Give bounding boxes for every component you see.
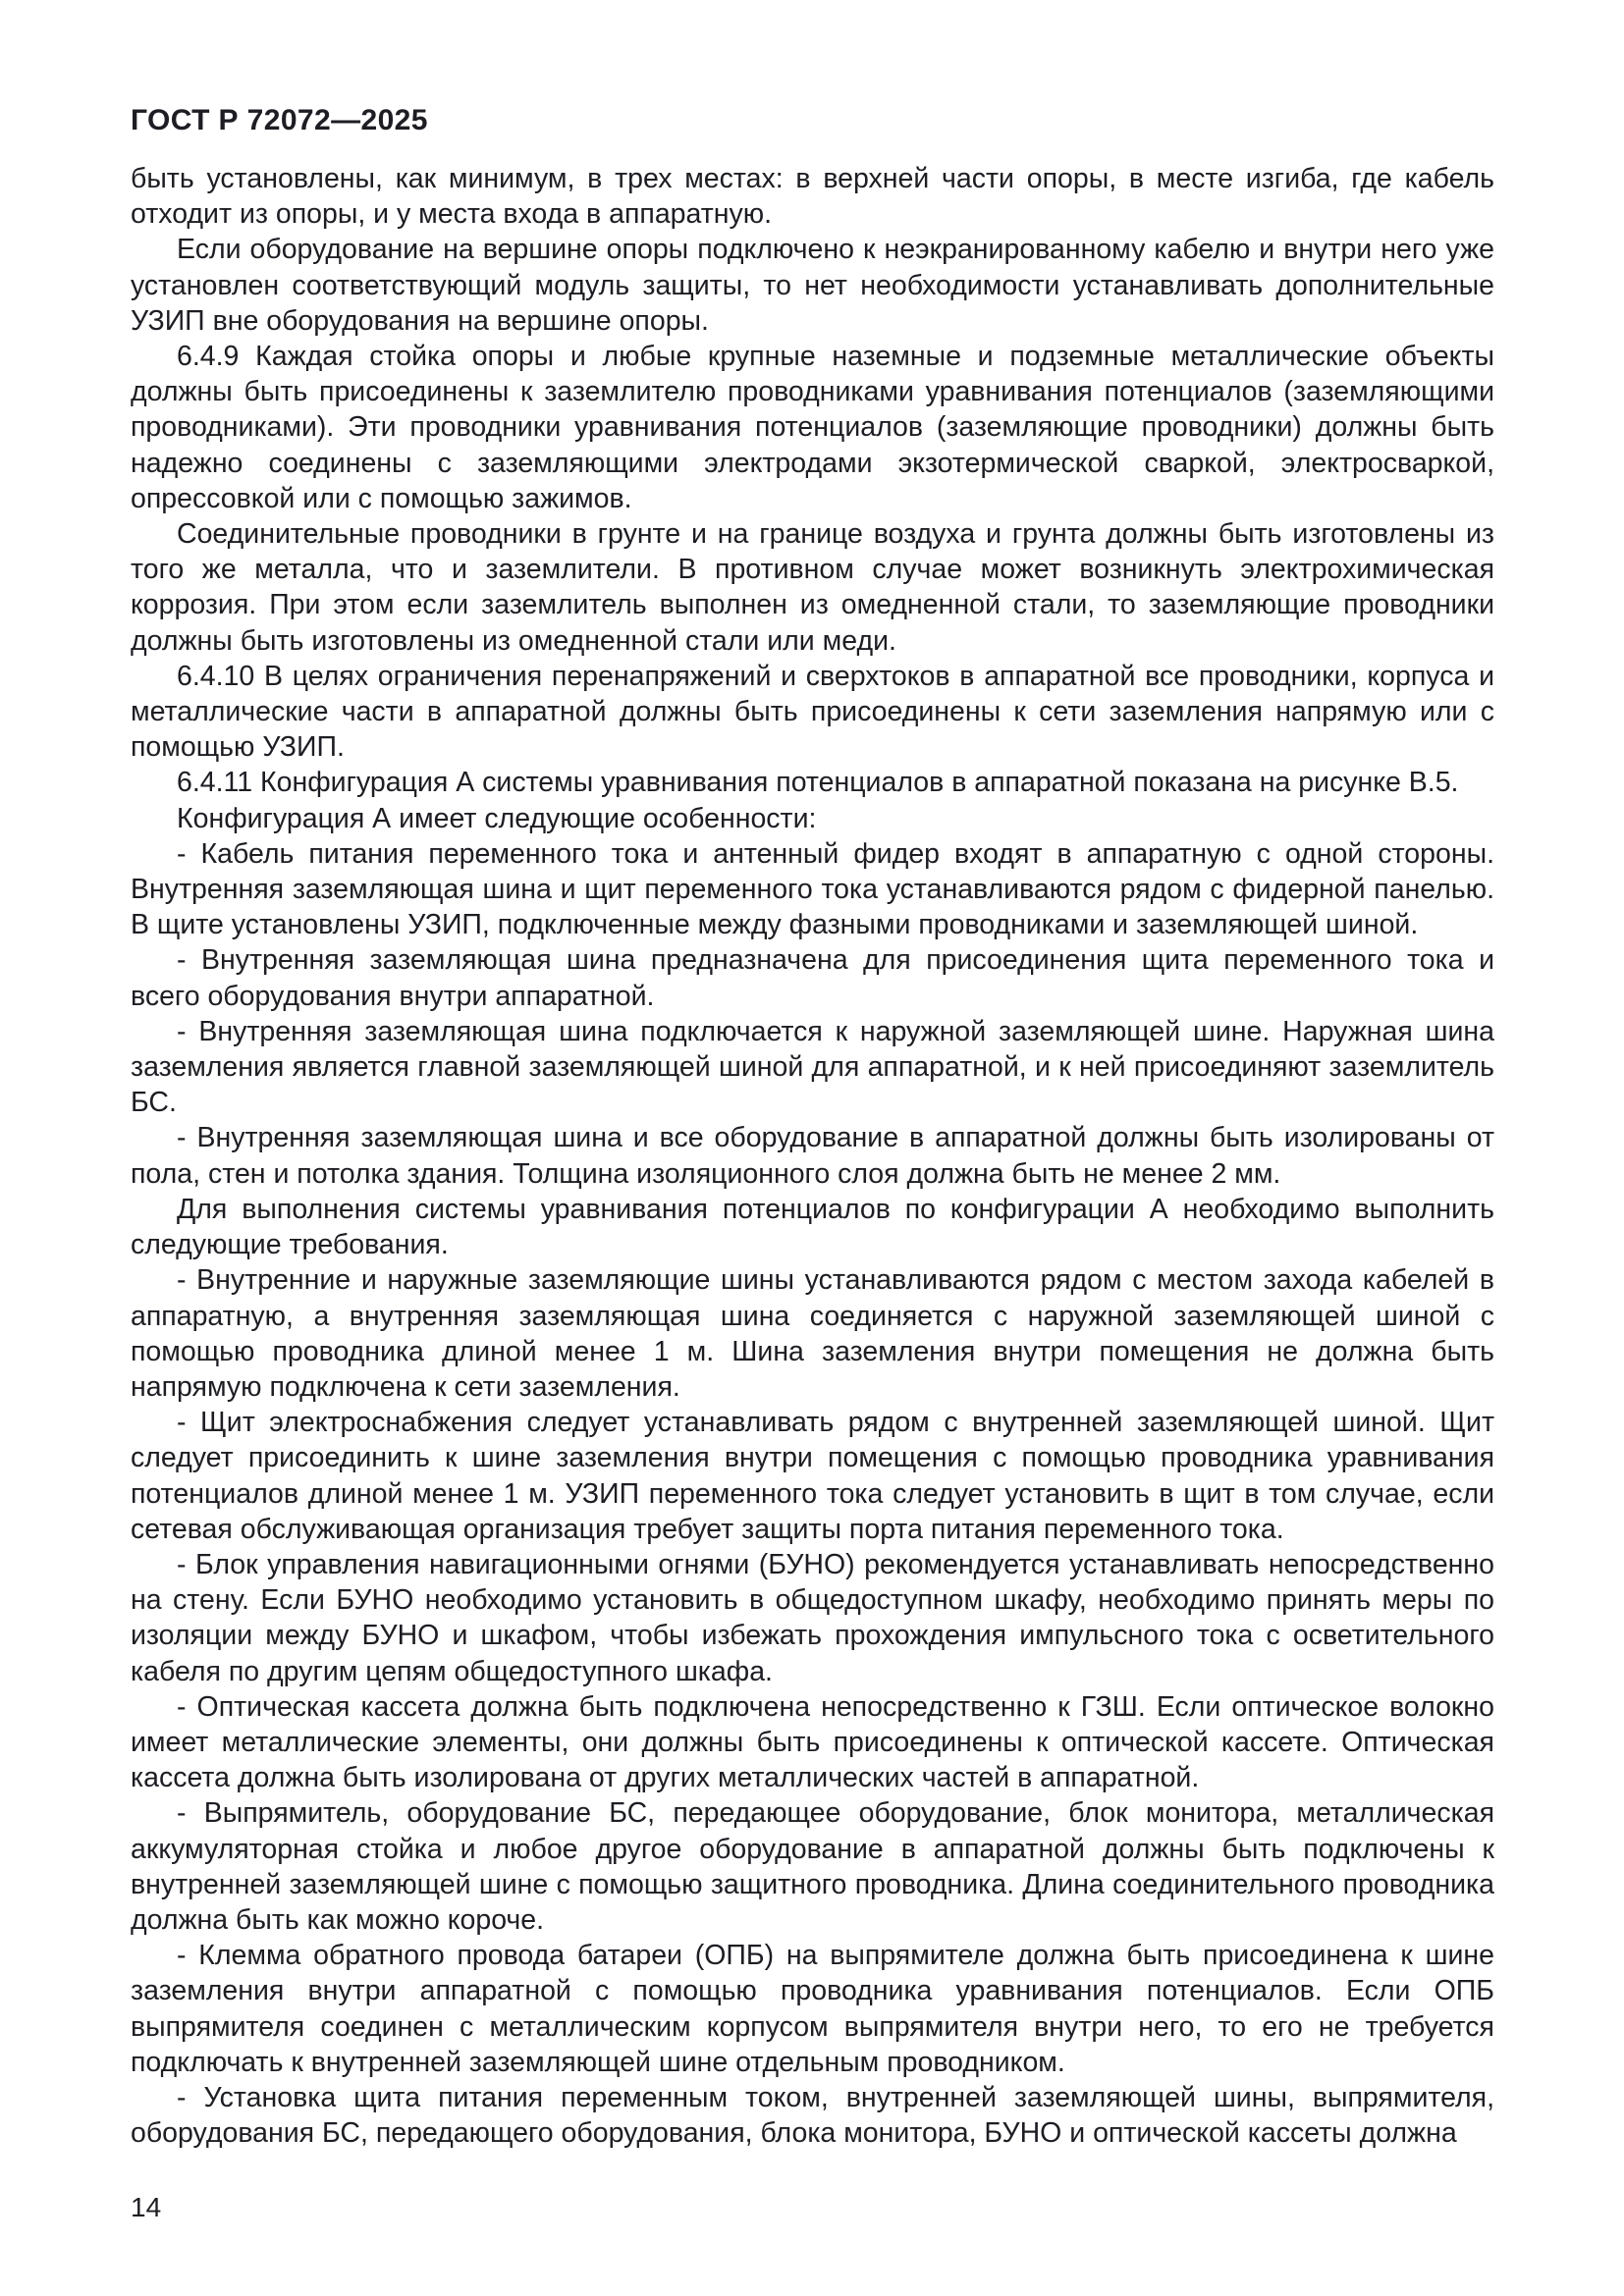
list-item: - Установка щита питания переменным током, внутренней заземляющей шины, выпрямителя, оборудования БС, передающего оборудования, блока монитора, БУНО и оптической кассеты должна xyxy=(131,2081,1494,2150)
paragraph: Конфигурация А имеет следующие особенности: xyxy=(177,802,817,834)
list-item: - Кабель питания переменного тока и антенный фидер входят в аппаратную с одной стороны. Внутренняя заземляющая шина и щит переменного тока устанавливаются рядом с фидерной панелью. В щите установлены УЗИП, подключенные между фазными проводниками и заземляющей шиной. xyxy=(131,837,1494,941)
paragraph: Для выполнения системы уравнивания потенциалов по конфигурации А необходимо выполнить следующие требования. xyxy=(131,1193,1494,1261)
page-number: 14 xyxy=(131,2192,162,2222)
page-header xyxy=(131,104,1494,137)
list-item: - Выпрямитель, оборудование БС, передающее оборудование, блок монитора, металлическая аккумуляторная стойка и любое другое оборудование в аппаратной должны быть подключены к внутренней заземляющей шине с помощью защитного проводника. Длина соединительного проводника должна быть как можно короче. xyxy=(131,1797,1494,1936)
paragraph: Если оборудование на вершине опоры подключено к неэкранированному кабелю и внутри него уже установлен соответствующий модуль защиты, то нет необходимости устанавливать дополнительные УЗИП вне оборудования на вершине опоры. xyxy=(131,234,1494,337)
paragraph-clause-6-4-9: 6.4.9 Каждая стойка опоры и любые крупные наземные и подземные металлические объекты должны быть присоединены к заземлителю проводниками уравнивания потенциалов (заземляющими проводниками). Эти проводники уравнивания потенциалов (заземляющие проводники) должны быть надежно соединены с заземляющими электродами экзотермической сваркой, электросваркой, опрессовкой или с помощью зажимов. xyxy=(131,341,1494,514)
paragraph-clause-6-4-11: 6.4.11 Конфигурация А системы уравнивания потенциалов в аппаратной показана на рисунке В.5. xyxy=(177,767,1459,799)
list-item: - Внутренняя заземляющая шина предназначена для присоединения щита переменного тока и всего оборудования внутри аппаратной. xyxy=(131,944,1494,1012)
paragraph-clause-6-4-10: 6.4.10 В целях ограничения перенапряжений и сверхтоков в аппаратной все проводники, корпуса и металлические части в аппаратной должны быть присоединены к сети заземления напрямую или с помощью УЗИП. xyxy=(131,660,1494,764)
list-item: - Клемма обратного провода батареи (ОПБ) на выпрямителе должна быть присоединена к шине заземления внутри аппаратной с помощью проводника уравнивания потенциалов. Если ОПБ выпрямителя соединен с металлическим корпусом выпрямителя внутри него, то его не требуется подключать к внутренней заземляющей шине отдельным проводником. xyxy=(131,1940,1494,2078)
paragraph: быть установлены, как минимум, в трех местах: в верхней части опоры, в месте изгиба, где кабель отходит из опоры, и у места входа в аппаратную. xyxy=(131,163,1494,231)
list-item: - Оптическая кассета должна быть подключена непосредственно к ГЗШ. Если оптическое волокно имеет металлические элементы, они должны быть присоединены к оптической кассете. Оптическая кассета должна быть изолирована от других металлических частей в аппаратной. xyxy=(131,1690,1494,1794)
list-item: - Щит электроснабжения следует устанавливать рядом с внутренней заземляющей шиной. Щит следует присоединить к шине заземления внутри помещения с помощью проводника уравнивания потенциалов длиной менее 1 м. УЗИП переменного тока следует установить в щит в том случае, если сетевая обслуживающая организация требует защиты порта питания переменного тока. xyxy=(131,1407,1494,1545)
list-item: - Блок управления навигационными огнями (БУНО) рекомендуется устанавливать непосредственно на стену. Если БУНО необходимо установить в общедоступном шкафу, необходимо принять меры по изоляции между БУНО и шкафом, чтобы избежать прохождения импульсного тока с осветительного кабеля по другим цепям общедоступного шкафа. xyxy=(131,1548,1494,1687)
paragraph: Соединительные проводники в грунте и на границе воздуха и грунта должны быть изготовлены из того же металла, что и заземлители. В противном случае может возникнуть электрохимическая коррозия. При этом если заземлитель выполнен из омедненной стали, то заземляющие проводники должны быть изготовлены из омедненной стали или меди. xyxy=(131,518,1494,657)
list-item: - Внутренние и наружные заземляющие шины устанавливаются рядом с местом захода кабелей в аппаратную, а внутренняя заземляющая шина соединяется с наружной заземляющей шиной с помощью проводника длиной менее 1 м. Шина заземления внутри помещения не должна быть напрямую подключена к сети заземления. xyxy=(131,1264,1494,1403)
document-code: ГОСТ Р 72072—2025 xyxy=(131,104,428,136)
list-item: - Внутренняя заземляющая шина и все оборудование в аппаратной должны быть изолированы от пола, стен и потолка здания. Толщина изоляционного слоя должна быть не менее 2 мм. xyxy=(131,1122,1494,1190)
document-body xyxy=(131,161,1494,2151)
list-item: - Внутренняя заземляющая шина подключается к наружной заземляющей шине. Наружная шина заземления является главной заземляющей шиной для аппаратной, и к ней присоединяют заземлитель БС. xyxy=(131,1015,1494,1119)
